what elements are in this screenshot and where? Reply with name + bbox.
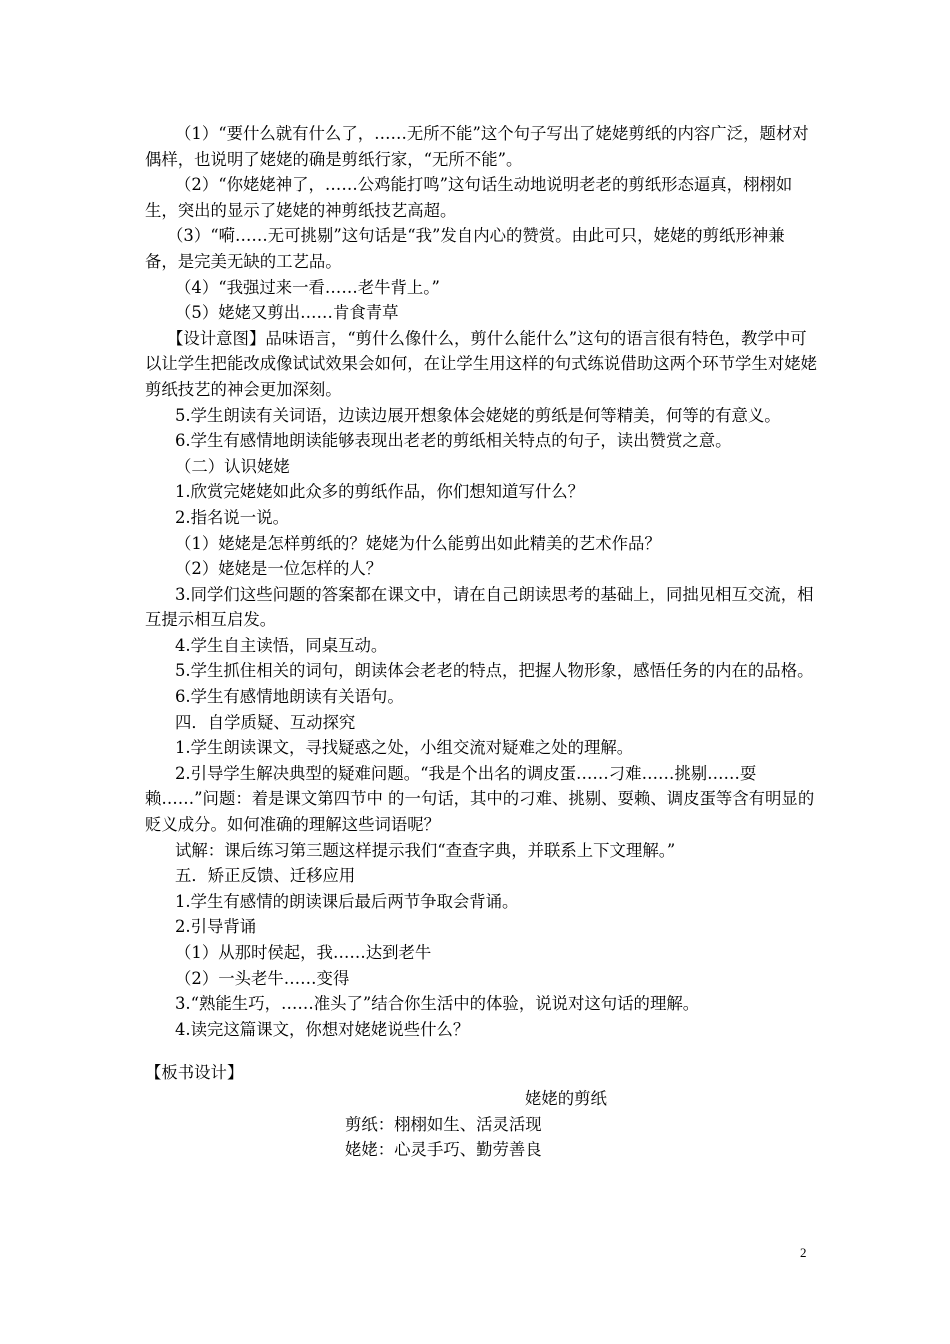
paragraph: 1.学生朗读课文，寻找疑惑之处，小组交流对疑难之处的理解。	[175, 738, 634, 758]
paragraph: 6.学生有感情地朗读能够表现出老老的剪纸相关特点的句子，读出赞赏之意。	[175, 431, 732, 451]
paragraph: （3）“嗬……无可挑剔”这句话是“我”发自内心的赞赏。由此可只，姥姥的剪纸形神兼备，是完美无缺的工艺品。	[145, 226, 785, 271]
paragraph: 6.学生有感情地朗读有关语句。	[175, 687, 404, 707]
paragraph: 4.读完这篇课文，你想对姥姥说些什么？	[175, 1019, 470, 1039]
paragraph: 5.学生抓住相关的词句，朗读体会老老的特点，把握人物形象，感悟任务的内在的品格。	[175, 661, 814, 681]
body-paragraphs	[145, 121, 817, 1042]
paragraph: 五．矫正反馈、迁移应用	[175, 866, 356, 886]
paragraph: 2.指名说一说。	[175, 507, 289, 527]
paragraph: （1）姥姥是怎样剪纸的？姥姥为什么能剪出如此精美的艺术作品？	[175, 533, 661, 553]
board-design-heading: 【板书设计】	[145, 1063, 244, 1083]
board-line-grandma: 姥姥：心灵手巧、勤劳善良	[345, 1140, 542, 1160]
paragraph: （二）认识姥姥	[175, 456, 290, 476]
spacer	[145, 1042, 817, 1060]
paragraph: 1.欣赏完姥姥如此众多的剪纸作品，你们想知道写什么？	[175, 482, 585, 502]
paragraph: 2.引导学生解决典型的疑难问题。“我是个出名的调皮蛋……刁难……挑剔……耍赖……”问题：着是课文第四节中 的一句话，其中的刁难、挑剔、耍赖、调皮蛋等含有明显的贬义成分。如何准确的理解这些词语呢？	[145, 763, 815, 835]
board-line-paper-cutting: 剪纸：栩栩如生、活灵活现	[345, 1114, 542, 1134]
paragraph: 【设计意图】品味语言，“剪什么像什么，剪什么能什么”这句的语言很有特色，教学中可以让学生把能改成像试试效果会如何，在让学生用这样的句式练说借助这两个环节学生对姥姥剪纸技艺的神会更加深刻。	[145, 328, 818, 399]
paragraph: （1）“要什么就有什么了，……无所不能”这个句子写出了姥姥剪纸的内容广泛，题材对偶样，也说明了姥姥的确是剪纸行家，“无所不能”。	[145, 124, 809, 169]
paragraph: 试解：课后练习第三题这样提示我们“查查字典，并联系上下文理解。”	[175, 840, 676, 860]
board-title: 姥姥的剪纸	[525, 1088, 607, 1108]
paragraph: 2.引导背诵	[175, 917, 257, 937]
document-body	[145, 121, 817, 1163]
page-number: 2	[800, 1245, 807, 1260]
paragraph: 5.学生朗读有关词语，边读边展开想象体会姥姥的剪纸是何等精美，何等的有意义。	[175, 405, 781, 425]
paragraph: 4.学生自主读悟，同桌互动。	[175, 635, 388, 655]
paragraph: 3.同学们这些问题的答案都在课文中，请在自己朗读思考的基础上，同拙见相互交流，相互提示相互启发。	[145, 584, 814, 630]
paragraph: 1.学生有感情的朗读课后最后两节争取会背诵。	[175, 891, 519, 911]
paragraph: （4）“我强过来一看……老牛背上。”	[175, 277, 440, 297]
paragraph: （2）“你姥姥神了，……公鸡能打鸣”这句话生动地说明老老的剪纸形态逼真，栩栩如生，突出的显示了姥姥的神剪纸技艺高超。	[145, 175, 793, 220]
paragraph: （2）一头老牛……变得	[175, 968, 350, 988]
paragraph: （1）从那时侯起，我……达到老牛	[175, 943, 432, 962]
paragraph: 四．自学质疑、互动探究	[175, 712, 356, 732]
paragraph: （2）姥姥是一位怎样的人？	[175, 559, 383, 579]
paragraph: 3.“熟能生巧，……准头了”结合你生活中的体验，说说对这句话的理解。	[175, 994, 700, 1014]
paragraph: （5）姥姥又剪出……肯食青草	[175, 303, 399, 323]
